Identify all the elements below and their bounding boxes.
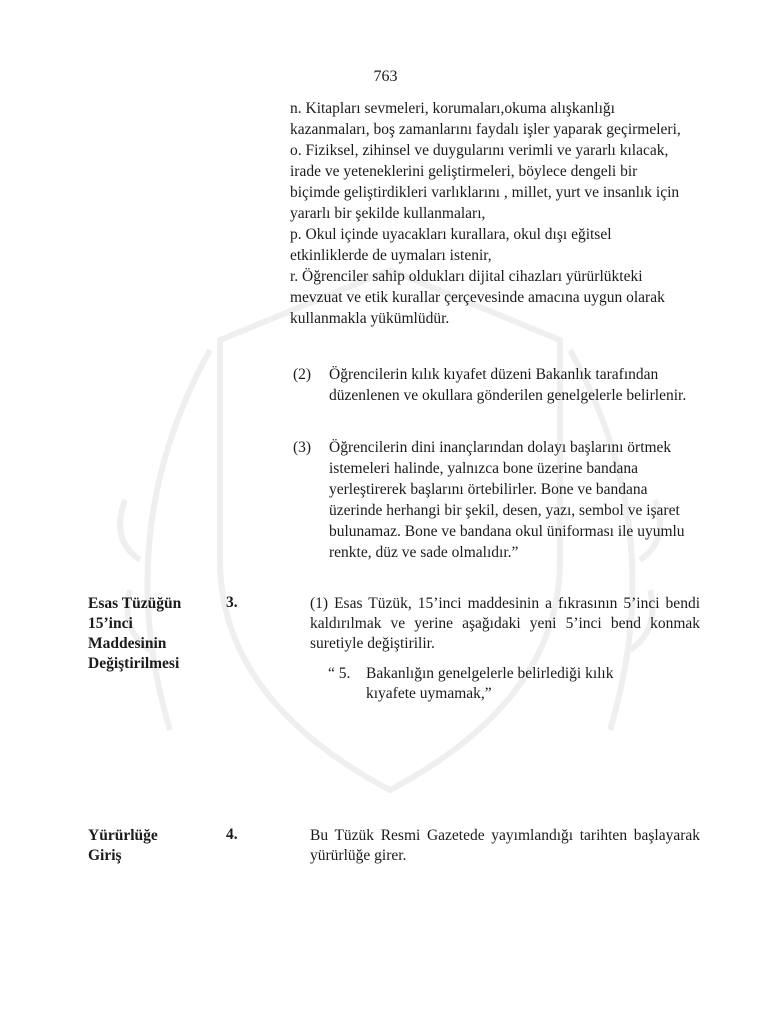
article-3-title-line: Değiştirilmesi — [88, 655, 180, 672]
article-4-title-line: Giriş — [88, 847, 122, 864]
article-3-title — [88, 594, 228, 674]
article-3-body: (1) Esas Tüzük, 15’inci maddesinin a fıkrasının 5’inci bendi kaldırılmak ve yerine aşağıdaki yeni 5’inci bend konmak suretiyle değiştirilir. — [310, 595, 700, 652]
list-item-o: o. Fiziksel, zihinsel ve duygularını verimli ve yararlı kılacak, irade ve yeteneklerini geliştirmeleri, böylece dengeli bir biçimde geliştirdikleri varlıklarını , millet, yurt ve insanlık için yararlı bir şekilde kullanmaları, — [290, 142, 680, 222]
paragraph-2 — [293, 364, 688, 406]
list-item-n: n. Kitapları sevmeleri, korumaları,okuma alışkanlığı kazanmaları, boş zamanlarını faydalı işler yaparak geçirmeleri, — [290, 100, 681, 138]
paragraph-3-number: (3) — [293, 439, 312, 456]
paragraph-3-text: Öğrencilerin dini inançlarından dolayı başlarını örtmek istemeleri halinde, yalnızca bone üzerine bandana yerleştirerek başlarını örtebilirler. Bone ve bandana üzerinde herhangi bir şekil, desen, yazı, sembol ve işaret bulunamaz. Bone ve bandana okul üniforması ile uyumlu renkte, düz ve sade olmalıdır.” — [329, 439, 685, 561]
article-3-title-line: Esas Tüzüğün — [88, 595, 182, 612]
article-4-number: 4. — [226, 826, 238, 843]
paragraph-2-number: (2) — [293, 366, 312, 383]
quote-number: “ 5. — [328, 665, 351, 682]
page-number: 763 — [373, 68, 398, 85]
article-3-quote — [328, 664, 658, 704]
article-4-title — [88, 826, 228, 866]
article-4-body: Bu Tüzük Resmi Gazetede yayımlandığı tarihten başlayarak yürürlüğe girer. — [310, 827, 700, 864]
quote-text: Bakanlığın genelgelerle belirlediği kılık kıyafete uymamak,” — [366, 665, 614, 702]
article-3-number: 3. — [226, 594, 238, 611]
article-3-title-line: 15’inci — [88, 615, 133, 632]
article-3-title-line: Maddesinin — [88, 635, 167, 652]
article-4-title-line: Yürürlüğe — [88, 827, 158, 844]
paragraph-2-text: Öğrencilerin kılık kıyafet düzeni Bakanlık tarafından düzenlenen ve okullara gönderilen genelgelerle belirlenir. — [329, 366, 687, 404]
paragraph-3 — [293, 437, 688, 563]
list-item-p: p. Okul içinde uyacakları kurallara, okul dışı eğitsel etkinliklerde de uymaları istenir, — [290, 226, 612, 264]
list-items — [290, 98, 690, 329]
list-item-r: r. Öğrenciler sahip oldukları dijital cihazları yürürlükteki mevzuat ve etik kurallar çerçevesinde amacına uygun olarak kullanmakla yükümlüdür. — [290, 268, 665, 327]
